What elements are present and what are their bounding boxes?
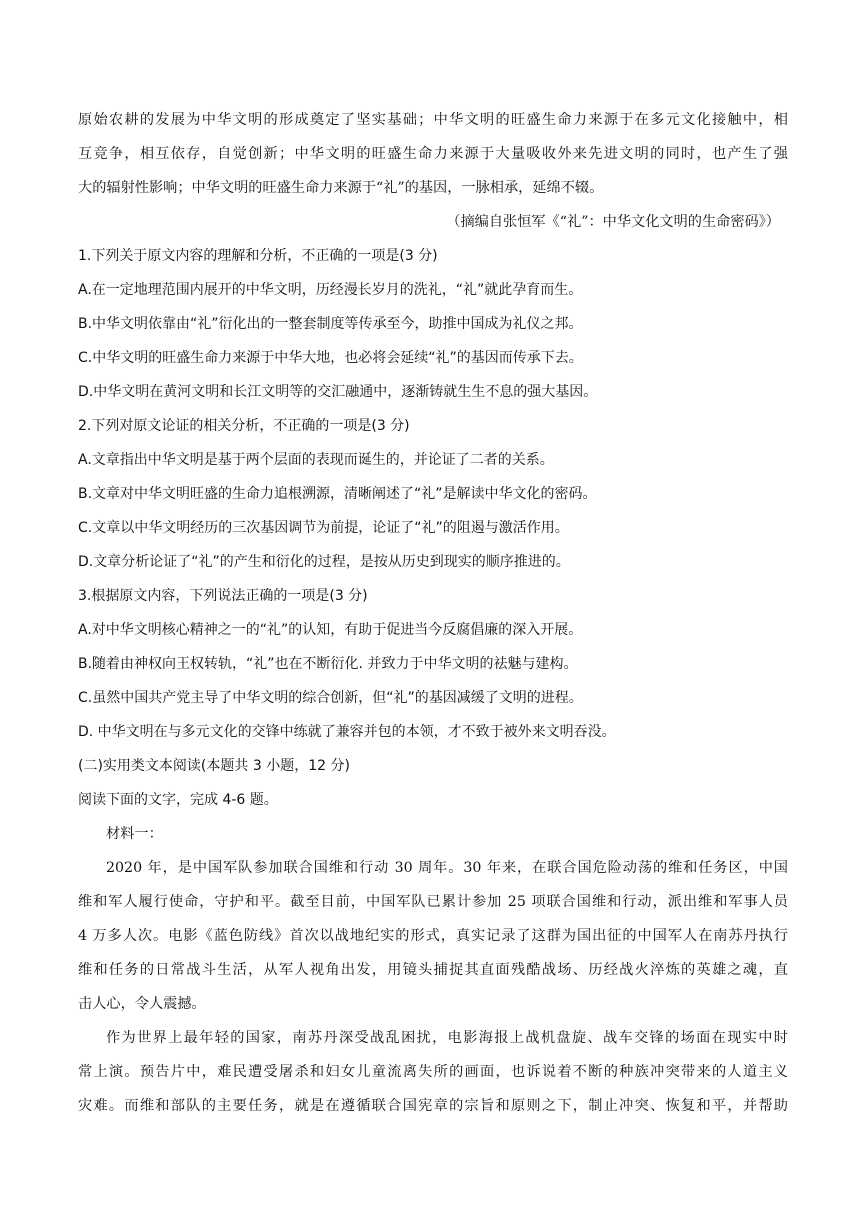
question-2-option-d: D.文章分析论证了“礼”的产生和衍化的过程，是按从历史到现实的顺序推进的。	[78, 554, 570, 570]
question-1-option-b: B.中华文明依靠由“礼”衍化出的一整套制度等传承至今，助推中国成为礼仪之邦。	[78, 316, 583, 332]
question-2-stem: 2.下列对原文论证的相关分析，不正确的一项是(3 分)	[78, 418, 410, 434]
question-3-option-a: A.对中华文明核心精神之一的“礼”的认知，有助于促进当今反腐倡廉的深入开展。	[78, 622, 583, 638]
section-2-instruction: 阅读下面的文字，完成 4-6 题。	[78, 792, 278, 808]
question-1-option-a: A.在一定地理范围内展开的中华文明，历经漫长岁月的洗礼，“礼”就此孕育而生。	[78, 282, 583, 298]
question-1-option-c: C.中华文明的旺盛生命力来源于中华大地，也必将会延续“礼”的基因而传承下去。	[78, 350, 583, 366]
question-1-option-d: D.中华文明在黄河文明和长江文明等的交汇融通中，逐渐铸就生生不息的强大基因。	[78, 384, 598, 400]
passage-line: 原始农耕的发展为中华文明的形成奠定了坚实基础；中华文明的旺盛生命力来源于在多元文化接触中，相	[78, 112, 788, 128]
question-2-option-b: B.文章对中华文明旺盛的生命力追根溯源，清晰阐述了“礼”是解读中华文化的密码。	[78, 486, 597, 502]
material-1-label: 材料一：	[106, 826, 163, 842]
material-1-line: 维和任务的日常战斗生活，从军人视角出发，用镜头捕捉其直面残酷战场、历经战火淬炼的英雄之魂，直	[78, 962, 788, 978]
material-1-line: 灾难。而维和部队的主要任务，就是在遵循联合国宪章的宗旨和原则之下，制止冲突、恢复和平，并帮助	[78, 1098, 788, 1114]
material-1-line: 常上演。预告片中，难民遭受屠杀和妇女儿童流离失所的画面，也诉说着不断的种族冲突带来的人道主义	[78, 1064, 788, 1080]
section-2-title: (二)实用类文本阅读(本题共 3 小题，12 分)	[78, 758, 350, 774]
material-1-line: 维和军人履行使命，守护和平。截至目前，中国军队已累计参加 25 项联合国维和行动，派出维和军事人员	[78, 894, 788, 910]
question-3-option-d: D. 中华文明在与多元文化的交锋中练就了兼容并包的本领，才不致于被外来文明吞没。	[78, 724, 616, 740]
passage-line: 互竞争，相互依存，自觉创新；中华文明的旺盛生命力来源于大量吸收外来先进文明的同时，也产生了强	[78, 146, 788, 162]
material-1-line: 作为世界上最年轻的国家，南苏丹深受战乱困扰，电影海报上战机盘旋、战车交锋的场面在现实中时	[106, 1030, 788, 1046]
question-1-stem: 1.下列关于原文内容的理解和分析，不正确的一项是(3 分)	[78, 248, 438, 264]
question-3-option-c: C.虽然中国共产党主导了中华文明的综合创新，但“礼”的基因减缓了文明的进程。	[78, 690, 583, 706]
passage-line: 大的辐射性影响；中华文明的旺盛生命力来源于“礼”的基因，一脉相承，延绵不辍。	[78, 180, 604, 196]
material-1-line: 2020 年，是中国军队参加联合国维和行动 30 周年。30 年来，在联合国危险动荡的维和任务区，中国	[106, 860, 788, 876]
question-2-option-c: C.文章以中华文明经历的三次基因调节为前提，论证了“礼”的阻遏与激活作用。	[78, 520, 569, 536]
question-3-stem: 3.根据原文内容，下列说法正确的一项是(3 分)	[78, 588, 368, 604]
question-3-option-b: B.随着由神权向王权转轨，“礼”也在不断衍化. 并致力于中华文明的祛魅与建构。	[78, 656, 578, 672]
material-1-line: 4 万多人次。电影《蓝色防线》首次以战地纪实的形式，真实记录了这群为国出征的中国军人在南苏丹执行	[78, 928, 788, 944]
material-1-line: 击人心，令人震撼。	[78, 996, 206, 1012]
question-2-option-a: A.文章指出中华文明是基于两个层面的表现而诞生的，并论证了二者的关系。	[78, 452, 554, 468]
source-note: （摘编自张恒军《“礼”：中华文化文明的生命密码》）	[446, 214, 780, 230]
